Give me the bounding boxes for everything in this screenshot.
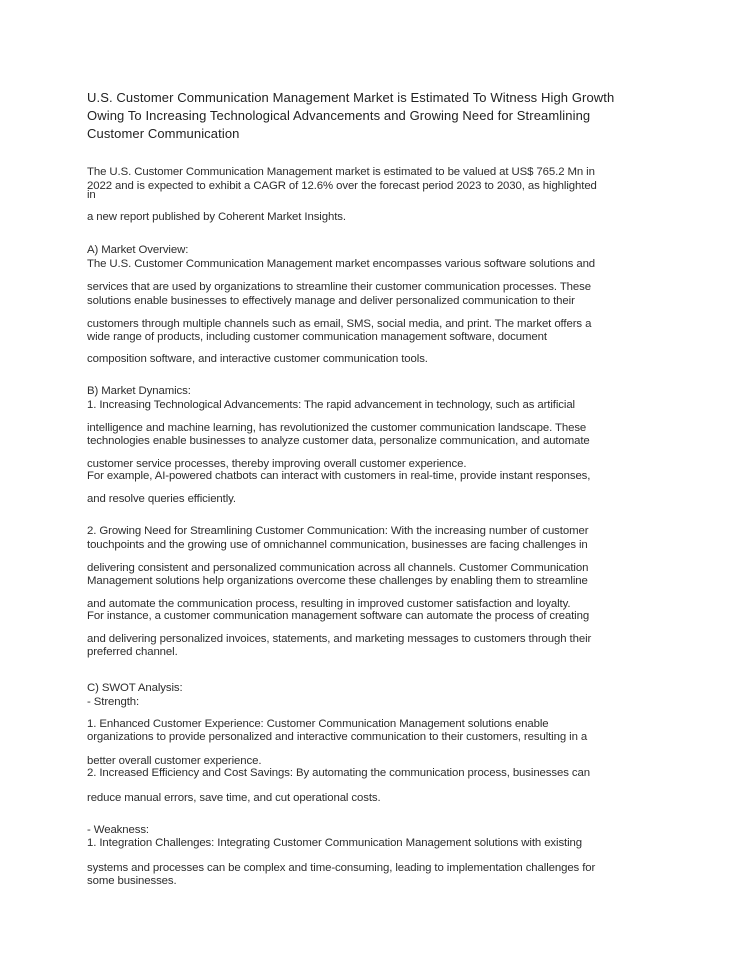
dynamics-line: customer service processes, thereby improving overall customer experience.	[87, 458, 467, 470]
strength-line: better overall customer experience.	[87, 755, 262, 767]
page-title: U.S. Customer Communication Management Market is Estimated To Witness High Growth Owing To Increasing Technological Advancements and Growing Need for Streamlining Customer Communication	[87, 90, 615, 141]
dynamics-line: Management solutions help organizations overcome these challenges by enabling them to streamline	[87, 575, 588, 587]
weakness-line: some businesses.	[87, 875, 177, 887]
weakness-heading: - Weakness:	[87, 824, 149, 836]
dynamics-line: technologies enable businesses to analyze customer data, personalize communication, and automate	[87, 435, 590, 447]
dynamics-line: 2. Growing Need for Streamlining Customer Communication: With the increasing number of customer	[87, 525, 589, 537]
swot-heading: C) SWOT Analysis:	[87, 682, 183, 694]
dynamics-line: For example, AI-powered chatbots can interact with customers in real-time, provide instant responses,	[87, 470, 591, 482]
intro-line-3: in	[87, 189, 96, 201]
strength-heading: - Strength:	[87, 696, 140, 708]
strength-line: 2. Increased Efficiency and Cost Savings: By automating the communication process, businesses can	[87, 767, 590, 779]
intro-line-4: a new report published by Coherent Market Insights.	[87, 211, 346, 223]
overview-line: wide range of products, including customer communication management software, document	[87, 331, 547, 343]
weakness-line: 1. Integration Challenges: Integrating Customer Communication Management solutions with existing	[87, 837, 583, 849]
dynamics-line: intelligence and machine learning, has revolutionized the customer communication landscape. These	[87, 422, 587, 434]
dynamics-line: delivering consistent and personalized communication across all channels. Customer Communication	[87, 562, 589, 574]
intro-line-2: 2022 and is expected to exhibit a CAGR of 12.6% over the forecast period 2023 to 2030, as highlighted	[87, 180, 597, 192]
overview-heading: A) Market Overview:	[87, 244, 189, 256]
dynamics-line: and resolve queries efficiently.	[87, 493, 236, 505]
overview-line: composition software, and interactive customer communication tools.	[87, 353, 428, 365]
dynamics-line: and delivering personalized invoices, statements, and marketing messages to customers through their	[87, 633, 592, 645]
strength-line: reduce manual errors, save time, and cut operational costs.	[87, 792, 381, 804]
weakness-line: systems and processes can be complex and time-consuming, leading to implementation challenges for	[87, 862, 596, 874]
strength-line: organizations to provide personalized and interactive communication to their customers, resulting in a	[87, 731, 588, 743]
strength-line: 1. Enhanced Customer Experience: Customer Communication Management solutions enable	[87, 718, 549, 730]
intro-line-1: The U.S. Customer Communication Management market is estimated to be valued at US$ 765.2 Mn in	[87, 166, 595, 178]
dynamics-line: For instance, a customer communication management software can automate the process of creating	[87, 610, 590, 622]
overview-line: services that are used by organizations to streamline their customer communication processes. These	[87, 281, 591, 293]
overview-line: customers through multiple channels such as email, SMS, social media, and print. The market offers a	[87, 318, 592, 330]
dynamics-line: and automate the communication process, resulting in improved customer satisfaction and loyalty.	[87, 598, 571, 610]
dynamics-heading: B) Market Dynamics:	[87, 385, 191, 397]
dynamics-line: 1. Increasing Technological Advancements: The rapid advancement in technology, such as artificial	[87, 399, 575, 411]
dynamics-line: preferred channel.	[87, 646, 178, 658]
overview-line: solutions enable businesses to effectively manage and deliver personalized communication to their	[87, 295, 575, 307]
overview-line: The U.S. Customer Communication Management market encompasses various software solutions and	[87, 258, 596, 270]
dynamics-line: touchpoints and the growing use of omnichannel communication, businesses are facing challenges in	[87, 539, 588, 551]
